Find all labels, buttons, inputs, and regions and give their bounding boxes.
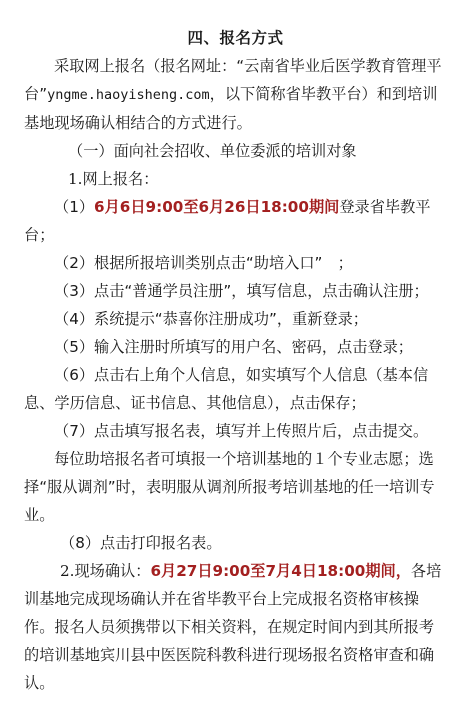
registration-url: yngme.haoyisheng.com — [47, 87, 210, 103]
online-heading-text: 1.网上报名： — [68, 170, 159, 188]
step-8: （8）点击打印报名表。 — [60, 534, 222, 552]
step-4: （4）系统提示“恭喜你注册成功”，重新登录； — [54, 310, 368, 328]
step-7: （7）点击填写报名表，填写并上传照片后，点击提交。 — [54, 422, 429, 440]
intro-text-b: ，以下简称省毕教平台）和到培训基地现场确认相结合的方式进行。 — [24, 85, 438, 132]
intro-paragraph — [24, 52, 447, 137]
onsite-period: 6月27日9:00至7月4日18:00期间， — [150, 562, 411, 580]
step-2: （2）根据所报培训类别点击“助培入口” ； — [54, 254, 353, 272]
onsite-prefix: 2.现场确认： — [60, 562, 151, 580]
volunteer-note: 每位助培报名者可填报一个培训基地的１个专业志愿；选择“服从调剂”时，表明服从调剂所报考培训基地的任一培训专业。 — [24, 450, 435, 524]
subsection-heading: （一）面向社会招收、单位委派的培训对象 — [68, 142, 357, 160]
step-3: （3）点击“普通学员注册”，填写信息，点击确认注册； — [54, 282, 429, 300]
onsite-confirmation — [24, 557, 447, 697]
step-1-period: 6月6日9:00至6月26日18:00期间 — [94, 198, 340, 216]
step-1-rest: 登录省毕教平台； — [24, 198, 431, 244]
step-6: （6）点击右上角个人信息，如实填写个人信息（基本信息、学历信息、证书信息、其他信息），点击保存； — [24, 366, 429, 412]
online-registration-heading — [24, 165, 447, 193]
onsite-rest: 各培训基地完成现场确认并在省毕教平台上完成报名资格审核操作。报名人员须携带以下相关资料，在规定时间内到其所报考的培训基地宾川县中医医院科教科进行现场报名资格审查和确认。 — [24, 562, 442, 692]
step-1 — [24, 193, 447, 249]
intro-text-a: 采取网上报名（报名网址：“云南省毕业后医学教育管理平台” — [24, 57, 442, 103]
step-5: （5）输入注册时所填写的用户名、密码，点击登录； — [54, 338, 413, 356]
section-title: 四、报名方式 — [187, 29, 284, 47]
step-1-prefix: （1） — [54, 198, 95, 216]
